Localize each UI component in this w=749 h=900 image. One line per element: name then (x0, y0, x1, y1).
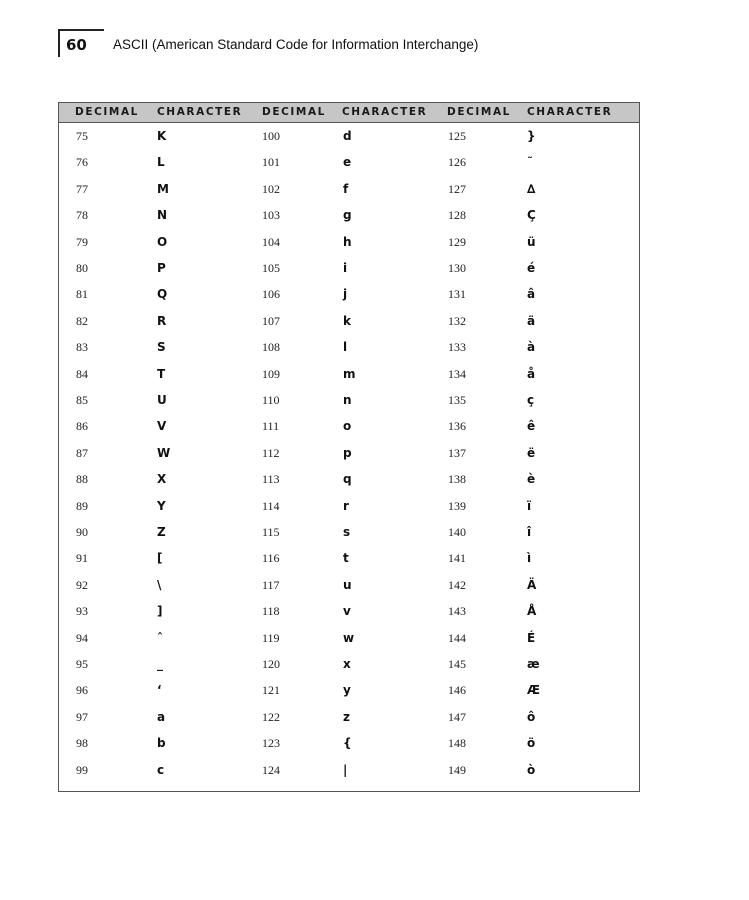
table-row (59, 546, 639, 572)
decimal-cell: 104 (262, 234, 280, 249)
character-cell: [ (157, 551, 163, 566)
character-cell: e (343, 155, 352, 170)
decimal-cell: 96 (76, 683, 88, 698)
column-header-character-1: CHARACTER (157, 106, 243, 118)
character-cell: K (157, 129, 167, 143)
character-cell: ∆ (527, 181, 536, 196)
character-cell: ç (527, 393, 535, 407)
character-cell: T (157, 366, 166, 381)
decimal-cell: 76 (76, 155, 88, 170)
character-cell: ö (527, 736, 536, 751)
decimal-cell: 75 (76, 129, 88, 143)
character-cell: x (343, 657, 351, 671)
decimal-cell: 106 (262, 287, 280, 302)
decimal-cell: 148 (448, 736, 466, 751)
character-cell: ü (527, 234, 536, 249)
character-cell: ä (527, 313, 536, 328)
character-cell: à (527, 340, 536, 355)
table-row (59, 177, 639, 203)
decimal-cell: 140 (448, 525, 466, 539)
character-cell: d (343, 129, 352, 143)
decimal-cell: 89 (76, 498, 88, 513)
decimal-cell: 82 (76, 313, 88, 328)
character-cell: ì (527, 551, 532, 566)
decimal-cell: 136 (448, 419, 466, 434)
decimal-cell: 77 (76, 181, 88, 196)
character-cell: h (343, 234, 352, 249)
character-cell: i (343, 261, 348, 275)
character-cell: s (343, 525, 351, 539)
character-cell: L (157, 155, 165, 170)
character-cell: ] (157, 604, 163, 619)
decimal-cell: 101 (262, 155, 280, 170)
table-row (59, 414, 639, 440)
decimal-cell: 116 (262, 551, 280, 566)
decimal-cell: 145 (448, 657, 466, 671)
decimal-cell: 129 (448, 234, 466, 249)
table-row (59, 626, 639, 652)
character-cell: â (527, 287, 536, 302)
character-cell: b (157, 736, 166, 751)
decimal-cell: 135 (448, 393, 466, 407)
decimal-cell: 86 (76, 419, 88, 434)
decimal-cell: 99 (76, 762, 88, 777)
decimal-cell: 122 (262, 709, 280, 724)
table-row (59, 494, 639, 520)
decimal-cell: 131 (448, 287, 466, 302)
decimal-cell: 84 (76, 366, 88, 381)
decimal-cell: 149 (448, 762, 466, 777)
character-cell: r (343, 498, 349, 513)
table-row (59, 599, 639, 625)
character-cell: P (157, 261, 166, 275)
decimal-cell: 91 (76, 551, 88, 566)
table-row (59, 731, 639, 757)
character-cell: f (343, 181, 349, 196)
character-cell: p (343, 445, 352, 460)
decimal-cell: 112 (262, 445, 280, 460)
character-cell: n (343, 393, 352, 407)
character-cell: X (157, 472, 167, 487)
character-cell: Y (157, 498, 166, 513)
character-cell: N (157, 208, 168, 223)
character-cell: ë (527, 445, 536, 460)
character-cell: É (527, 630, 536, 645)
decimal-cell: 87 (76, 445, 88, 460)
decimal-cell: 80 (76, 261, 88, 275)
decimal-cell: 78 (76, 208, 88, 223)
character-cell: m (343, 366, 356, 381)
decimal-cell: 146 (448, 683, 466, 698)
character-cell: v (343, 604, 351, 619)
character-cell: ê (527, 419, 536, 434)
table-row (59, 520, 639, 546)
decimal-cell: 124 (262, 762, 280, 777)
character-cell: ò (527, 762, 536, 777)
decimal-cell: 147 (448, 709, 466, 724)
decimal-cell: 94 (76, 630, 88, 645)
character-cell: Q (157, 287, 168, 302)
character-cell: c (157, 762, 165, 777)
decimal-cell: 111 (262, 419, 280, 434)
character-cell: ï (527, 498, 532, 513)
table-row (59, 362, 639, 388)
decimal-cell: 133 (448, 340, 466, 355)
decimal-cell: 107 (262, 313, 280, 328)
column-header-decimal-2: DECIMAL (262, 106, 326, 118)
decimal-cell: 109 (262, 366, 280, 381)
table-row (59, 203, 639, 229)
decimal-cell: 142 (448, 577, 466, 592)
character-cell: z (343, 709, 350, 724)
character-cell: î (527, 525, 532, 539)
character-cell: V (157, 419, 167, 434)
table-row (59, 282, 639, 308)
table-row (59, 705, 639, 731)
character-cell: q (343, 472, 352, 487)
character-cell: Æ (527, 683, 541, 698)
decimal-cell: 88 (76, 472, 88, 487)
decimal-cell: 138 (448, 472, 466, 487)
character-cell: S (157, 340, 166, 355)
decimal-cell: 93 (76, 604, 88, 619)
decimal-cell: 130 (448, 261, 466, 275)
character-cell: u (343, 577, 352, 592)
table-row (59, 758, 639, 784)
decimal-cell: 90 (76, 525, 88, 539)
character-cell: g (343, 208, 352, 223)
decimal-cell: 117 (262, 577, 280, 592)
table-row (59, 678, 639, 704)
column-header-character-2: CHARACTER (342, 106, 428, 118)
decimal-cell: 79 (76, 234, 88, 249)
decimal-cell: 120 (262, 657, 280, 671)
decimal-cell: 118 (262, 604, 280, 619)
table-row (59, 467, 639, 493)
character-cell: Ä (527, 577, 537, 592)
character-cell: t (343, 551, 349, 566)
table-row (59, 124, 639, 150)
decimal-cell: 132 (448, 313, 466, 328)
character-cell: U (157, 393, 167, 407)
decimal-cell: 85 (76, 393, 88, 407)
running-title: ASCII (American Standard Code for Information Interchange) (113, 37, 479, 52)
character-cell: _ (157, 657, 163, 671)
column-header-decimal-1: DECIMAL (75, 106, 139, 118)
decimal-cell: 127 (448, 181, 466, 196)
decimal-cell: 144 (448, 630, 466, 645)
decimal-cell: 110 (262, 393, 280, 407)
decimal-cell: 137 (448, 445, 466, 460)
decimal-cell: 114 (262, 498, 280, 513)
table-row (59, 150, 639, 176)
character-cell: æ (527, 657, 540, 671)
decimal-cell: 103 (262, 208, 280, 223)
decimal-cell: 92 (76, 577, 88, 592)
character-cell: l (343, 340, 348, 355)
character-cell: j (343, 287, 348, 302)
decimal-cell: 119 (262, 630, 280, 645)
decimal-cell: 100 (262, 129, 280, 143)
character-cell: M (157, 181, 169, 196)
decimal-cell: 134 (448, 366, 466, 381)
character-cell: O (157, 234, 168, 249)
decimal-cell: 115 (262, 525, 280, 539)
decimal-cell: 121 (262, 683, 280, 698)
decimal-cell: 83 (76, 340, 88, 355)
character-cell: R (157, 313, 167, 328)
column-header-character-3: CHARACTER (527, 106, 613, 118)
decimal-cell: 113 (262, 472, 280, 487)
decimal-cell: 95 (76, 657, 88, 671)
decimal-cell: 97 (76, 709, 88, 724)
character-cell: { (343, 736, 352, 751)
page-number: 60 (66, 36, 87, 54)
character-cell: a (157, 709, 166, 724)
character-cell: w (343, 630, 355, 645)
character-cell: Z (157, 525, 166, 539)
decimal-cell: 139 (448, 498, 466, 513)
decimal-cell: 102 (262, 181, 280, 196)
character-cell: Ç (527, 208, 536, 223)
decimal-cell: 143 (448, 604, 466, 619)
character-cell: W (157, 445, 171, 460)
character-cell: é (527, 261, 536, 275)
table-row (59, 388, 639, 414)
decimal-cell: 128 (448, 208, 466, 223)
character-cell: å (527, 366, 536, 381)
character-cell: ‘ (157, 683, 162, 698)
table-row (59, 256, 639, 282)
character-cell: ˜ (527, 155, 533, 170)
character-cell: \ (157, 577, 162, 592)
table-row (59, 309, 639, 335)
decimal-cell: 108 (262, 340, 280, 355)
character-cell: | (343, 762, 348, 777)
decimal-cell: 123 (262, 736, 280, 751)
decimal-cell: 81 (76, 287, 88, 302)
column-header-decimal-3: DECIMAL (447, 106, 511, 118)
character-cell: y (343, 683, 351, 698)
table-row (59, 573, 639, 599)
character-cell: ô (527, 709, 536, 724)
decimal-cell: 141 (448, 551, 466, 566)
decimal-cell: 98 (76, 736, 88, 751)
decimal-cell: 105 (262, 261, 280, 275)
table-row (59, 230, 639, 256)
decimal-cell: 125 (448, 129, 466, 143)
table-row (59, 335, 639, 361)
decimal-cell: 126 (448, 155, 466, 170)
character-cell: ˆ (157, 630, 163, 645)
table-row (59, 652, 639, 678)
character-cell: } (527, 129, 536, 143)
character-cell: Å (527, 604, 537, 619)
table-row (59, 441, 639, 467)
table-header (59, 103, 639, 123)
character-cell: o (343, 419, 352, 434)
character-cell: è (527, 472, 536, 487)
character-cell: k (343, 313, 351, 328)
ascii-table (58, 102, 640, 792)
